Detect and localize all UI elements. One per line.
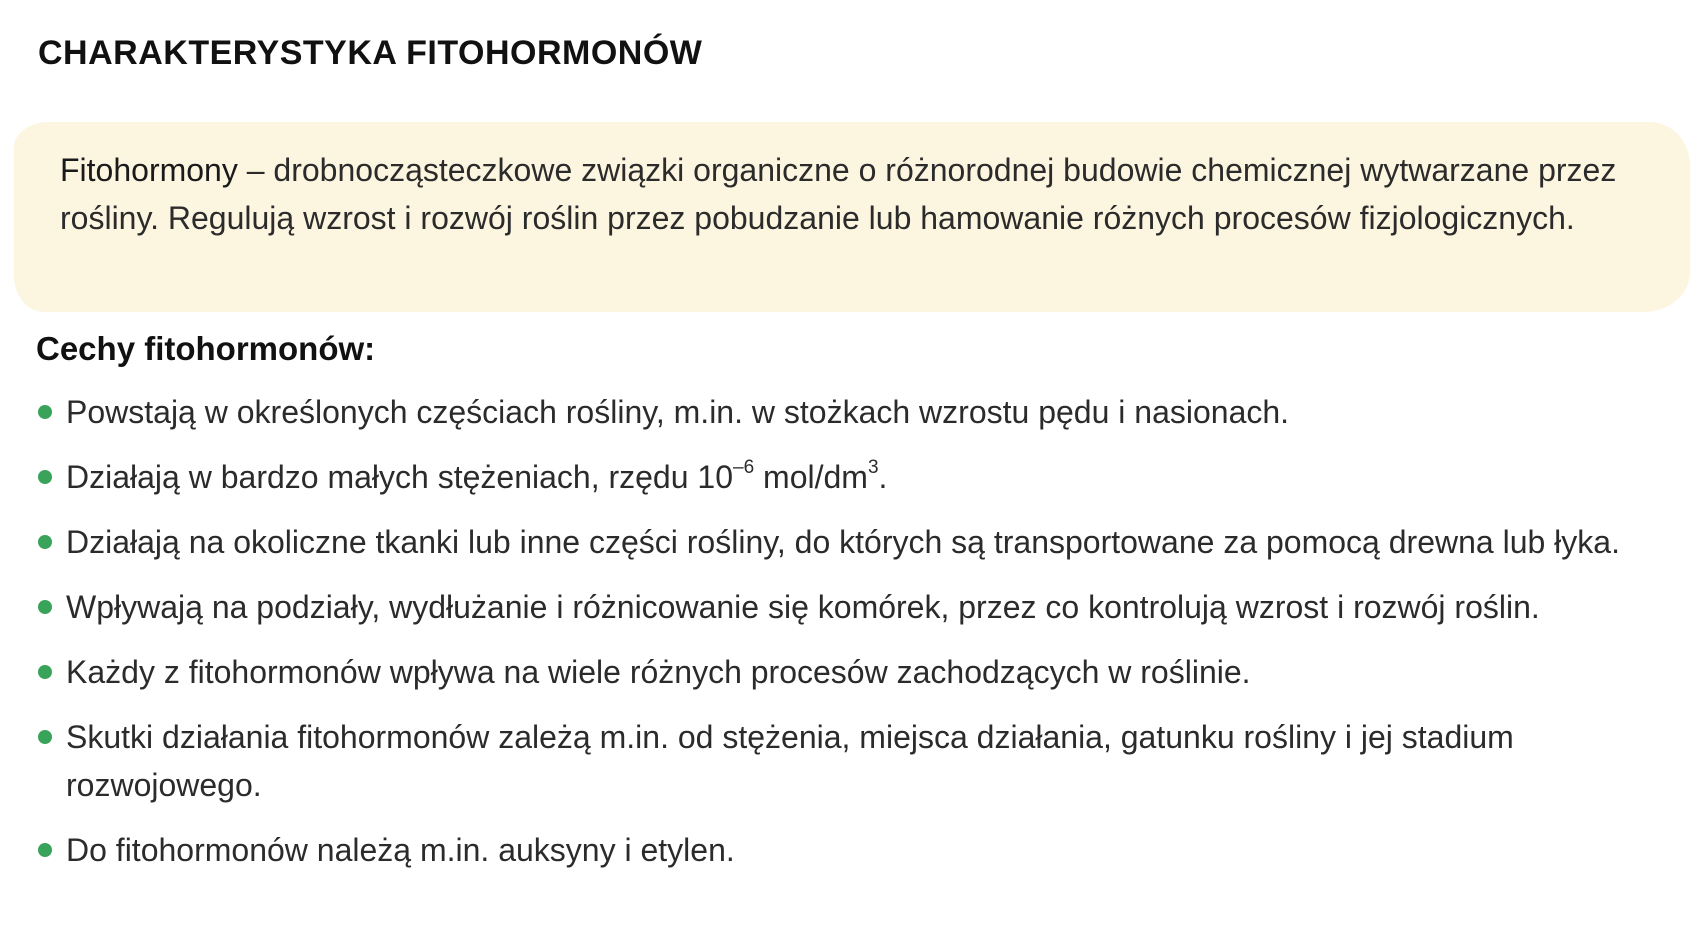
concentration-unit: mol/dm: [754, 459, 868, 495]
definition-body: – drobnocząsteczkowe związki organiczne o różnorodnej budowie chemicznej wytwarzane przez rośliny. Regulują wzrost i rozwój roślin przez pobudzanie lub hamowanie różnych procesów fizjologicznych.: [60, 152, 1617, 236]
bullet-icon: [38, 470, 52, 484]
features-heading: Cechy fitohormonów:: [36, 330, 376, 367]
concentration-exponent: –6: [733, 457, 755, 478]
list-item: [36, 713, 1676, 809]
bullet-icon: [38, 405, 52, 419]
list-item: [36, 648, 1676, 696]
list-item: [36, 583, 1676, 631]
list-item: [36, 518, 1676, 566]
sentence-end: .: [878, 459, 888, 495]
bullet-icon: [38, 535, 52, 549]
list-item-text: Każdy z fitohormonów wpływa na wiele różnych procesów zachodzących w roślinie.: [66, 654, 1251, 690]
definition-text: [60, 146, 1660, 242]
list-item: [36, 826, 1676, 874]
bullet-icon: [38, 843, 52, 857]
bullet-icon: [38, 600, 52, 614]
bullet-icon: [38, 730, 52, 744]
list-item-text: [66, 459, 887, 495]
unit-exponent: 3: [867, 457, 879, 478]
list-item-text: Do fitohormonów należą m.in. auksyny i etylen.: [66, 832, 735, 868]
list-item: [36, 453, 1676, 501]
list-item-text: Działają na okoliczne tkanki lub inne części rośliny, do których są transportowane za pomocą drewna lub łyka.: [66, 524, 1620, 560]
concentration-text: Działają w bardzo małych stężeniach, rzędu 10: [66, 459, 733, 495]
features-list: [36, 388, 1676, 891]
list-item-text: Wpływają na podziały, wydłużanie i różnicowanie się komórek, przez co kontrolują wzrost i rozwój roślin.: [66, 589, 1540, 625]
list-item-text: Skutki działania fitohormonów zależą m.in. od stężenia, miejsca działania, gatunku rośliny i jej stadium rozwojowego.: [66, 719, 1514, 803]
list-item: [36, 388, 1676, 436]
bullet-icon: [38, 665, 52, 679]
definition-term: Fitohormony: [60, 152, 238, 188]
list-item-text: Powstają w określonych częściach rośliny, m.in. w stożkach wzrostu pędu i nasionach.: [66, 394, 1290, 430]
page-title: CHARAKTERYSTYKA FITOHORMONÓW: [38, 34, 703, 72]
